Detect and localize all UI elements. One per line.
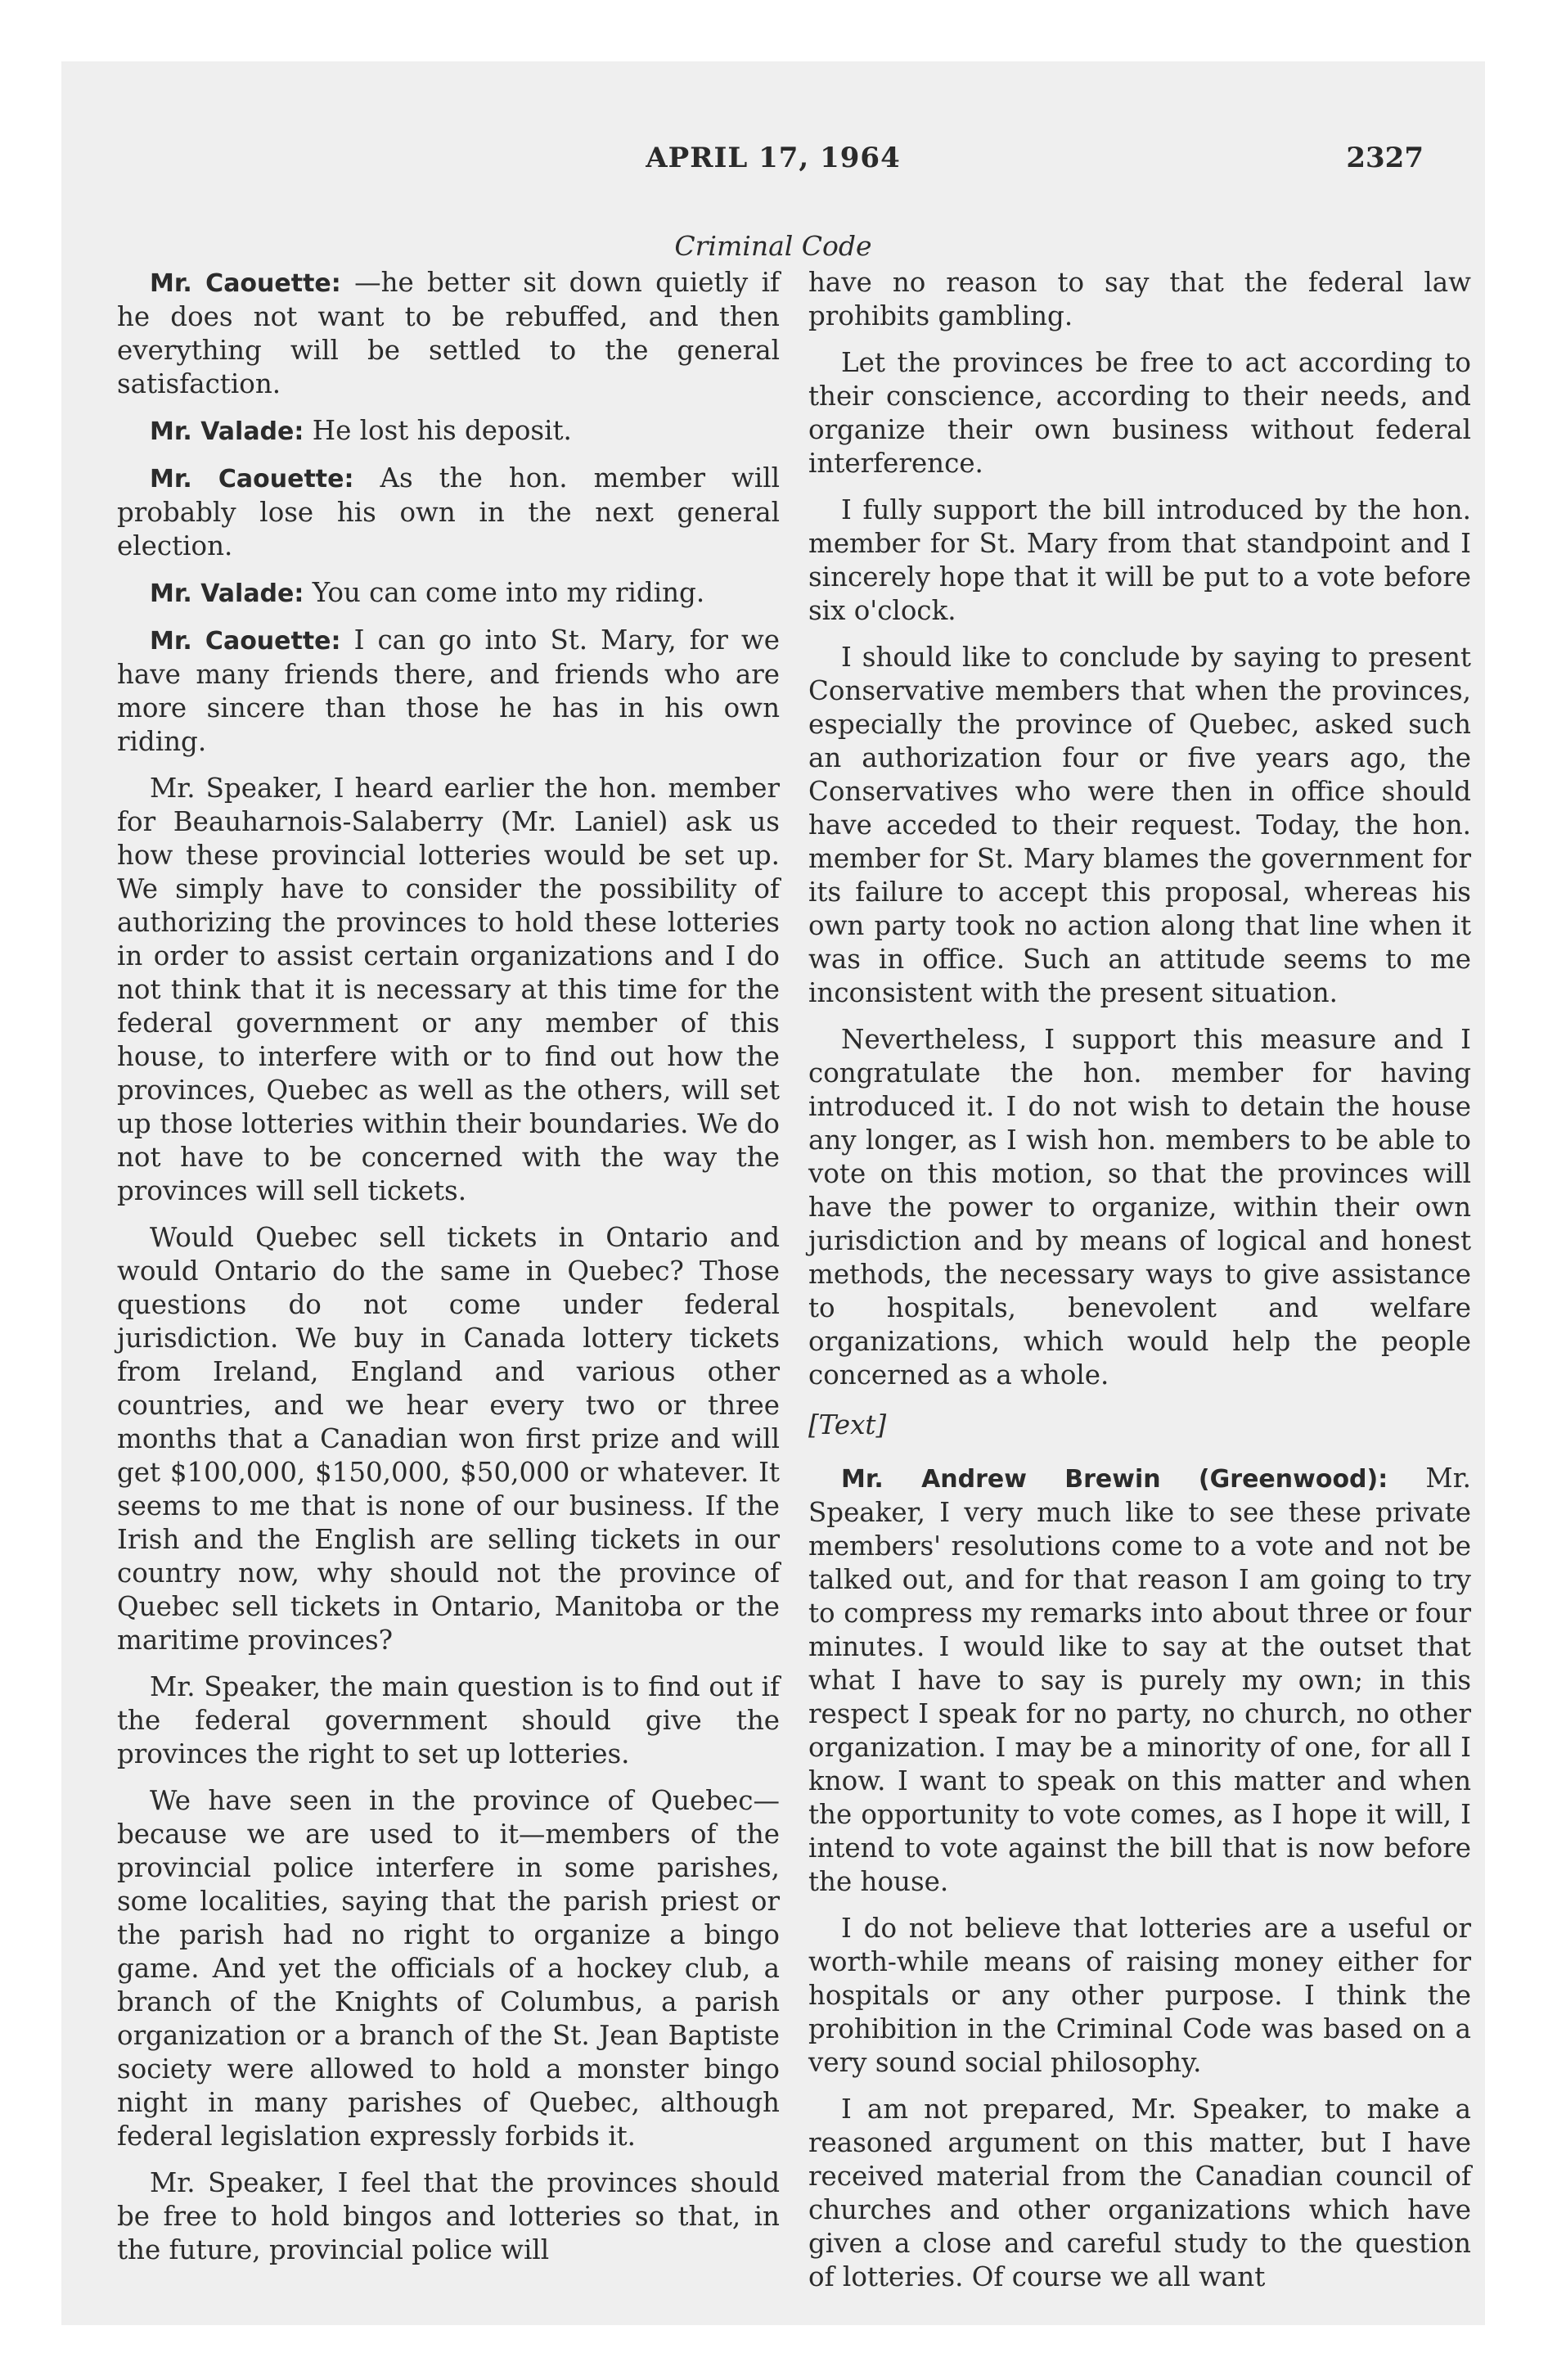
- right-column: [808, 266, 1471, 2307]
- running-title: Criminal Code: [674, 230, 872, 262]
- paragraph: Would Quebec sell tickets in Ontario and would Ontario do the same in Quebec? Those questions do not come under federal jurisdiction. We buy in Canada lottery tickets from Ireland, England and various other countries, and we hear every two or three months that a Canadian won first prize and will get $100,000, $150,000, $50,000 or whatever. It seems to me that is none of our business. If the Irish and the English are selling tickets in our country now, why should not the province of Quebec sell tickets in Ontario, Manitoba or the maritime provinces?: [117, 1222, 780, 1656]
- paragraph: I do not believe that lotteries are a useful or worth-while means of raising money either for hospitals or any other purpose. I think the prohibition in the Criminal Code was based on a very sound social philosophy.: [808, 1913, 1471, 2078]
- paragraph: Let the provinces be free to act according to their conscience, according to their needs, and organize their own business without federal interference.: [808, 347, 1471, 479]
- paragraph: Nevertheless, I support this measure and I congratulate the hon. member for having introduced it. I do not wish to detain the house any longer, as I wish hon. members to be able to vote on this motion, so that the provinces will have the power to organize, within their own jurisdiction and by means of logical and honest methods, the necessary ways to give assistance to hospitals, benevolent and welfare organizations, which would help the people concerned as a whole.: [808, 1024, 1471, 1391]
- page-date: APRIL 17, 1964: [646, 142, 901, 174]
- speaker-name: Mr. Caouette:: [150, 627, 341, 656]
- speaker-name: Mr. Valade:: [150, 579, 304, 608]
- speaker-name: Mr. Caouette:: [150, 465, 354, 494]
- paragraph: [117, 266, 780, 401]
- paragraph-text: —he better sit down quietly if he does not want to be rebuffed, and then everything will be settled to the general satisfaction.: [117, 267, 781, 399]
- paragraph: I fully support the bill introduced by the hon. member for St. Mary from that standpoint and I sincerely hope that it will be put to a vote before six o'clock.: [808, 494, 1471, 626]
- paragraph-text: As the hon. member will probably lose his own in the next general election.: [117, 462, 781, 561]
- paragraph-text: I can go into St. Mary, for we have many friends there, and friends who are more sincere than those he has in his own riding.: [117, 624, 780, 757]
- page-number: 2327: [1346, 142, 1424, 174]
- paragraph-text: You can come into my riding.: [304, 577, 705, 608]
- paragraph: [808, 1462, 1471, 1899]
- paragraph-text: Mr. Speaker, I very much like to see these private members' resolutions come to a vote and not be talked out, and for that reason I am going to try to compress my remarks into about three or four minutes. I would like to say at the outset that what I have to say is purely my own; in this respect I speak for no party, no church, no other organization. I may be a minority of one, for all I know. I want to speak on this matter and when the opportunity to vote comes, as I hope it will, I intend to vote against the bill that is now before the house.: [808, 1463, 1472, 1897]
- hansard-page: [61, 61, 1485, 2325]
- speaker-name: Mr. Valade:: [150, 417, 304, 446]
- paragraph: Mr. Speaker, I heard earlier the hon. member for Beauharnois-Salaberry (Mr. Laniel) ask us how these provincial lotteries would be set up. We simply have to consider the possibility of authorizing the provinces to hold these lotteries in order to assist certain organizations and I do not think that it is necessary at this time for the federal government or any member of this house, to interfere with or to find out how the provinces, Quebec as well as the others, will set up those lotteries within their boundaries. We do not have to be concerned with the way the provinces will sell tickets.: [117, 773, 780, 1206]
- paragraph: [117, 414, 780, 449]
- left-column: [117, 266, 780, 2280]
- paragraph-text: He lost his deposit.: [304, 415, 572, 446]
- paragraph: I am not prepared, Mr. Speaker, to make a reasoned argument on this matter, but I have received material from the Canadian council of churches and other organizations which have given a close and careful study to the question of lotteries. Of course we all want: [808, 2094, 1471, 2292]
- page-header: [61, 142, 1485, 262]
- paragraph: [117, 462, 780, 563]
- paragraph: I should like to conclude by saying to present Conservative members that when the provinces, especially the province of Quebec, asked such an authorization four or five years ago, the Conservatives who were then in office should have acceded to their request. Today, the hon. member for St. Mary blames the government for its failure to accept this proposal, whereas his own party took no action along that line when it was in office. Such an attitude seems to me inconsistent with the present situation.: [808, 642, 1471, 1008]
- paragraph: We have seen in the province of Quebec—because we are used to it—members of the provincial police interfere in some parishes, some localities, saying that the parish priest or the parish had no right to organize a bingo game. And yet the officials of a hockey club, a branch of the Knights of Columbus, a parish organization or a branch of the St. Jean Baptiste society were allowed to hold a monster bingo night in many parishes of Quebec, although federal legislation expressly forbids it.: [117, 1785, 780, 2152]
- paragraph: [117, 576, 780, 611]
- paragraph: Mr. Speaker, I feel that the provinces should be free to hold bingos and lotteries so that, in the future, provincial police will: [117, 2167, 780, 2265]
- text-tag: [Text]: [808, 1409, 887, 1440]
- paragraph-continued: have no reason to say that the federal law prohibits gambling.: [808, 267, 1471, 331]
- speaker-name: Mr. Andrew Brewin (Greenwood):: [841, 1465, 1388, 1494]
- paragraph: [117, 624, 780, 759]
- speaker-name: Mr. Caouette:: [150, 269, 341, 298]
- paragraph: Mr. Speaker, the main question is to find out if the federal government should give the provinces the right to set up lotteries.: [117, 1671, 780, 1769]
